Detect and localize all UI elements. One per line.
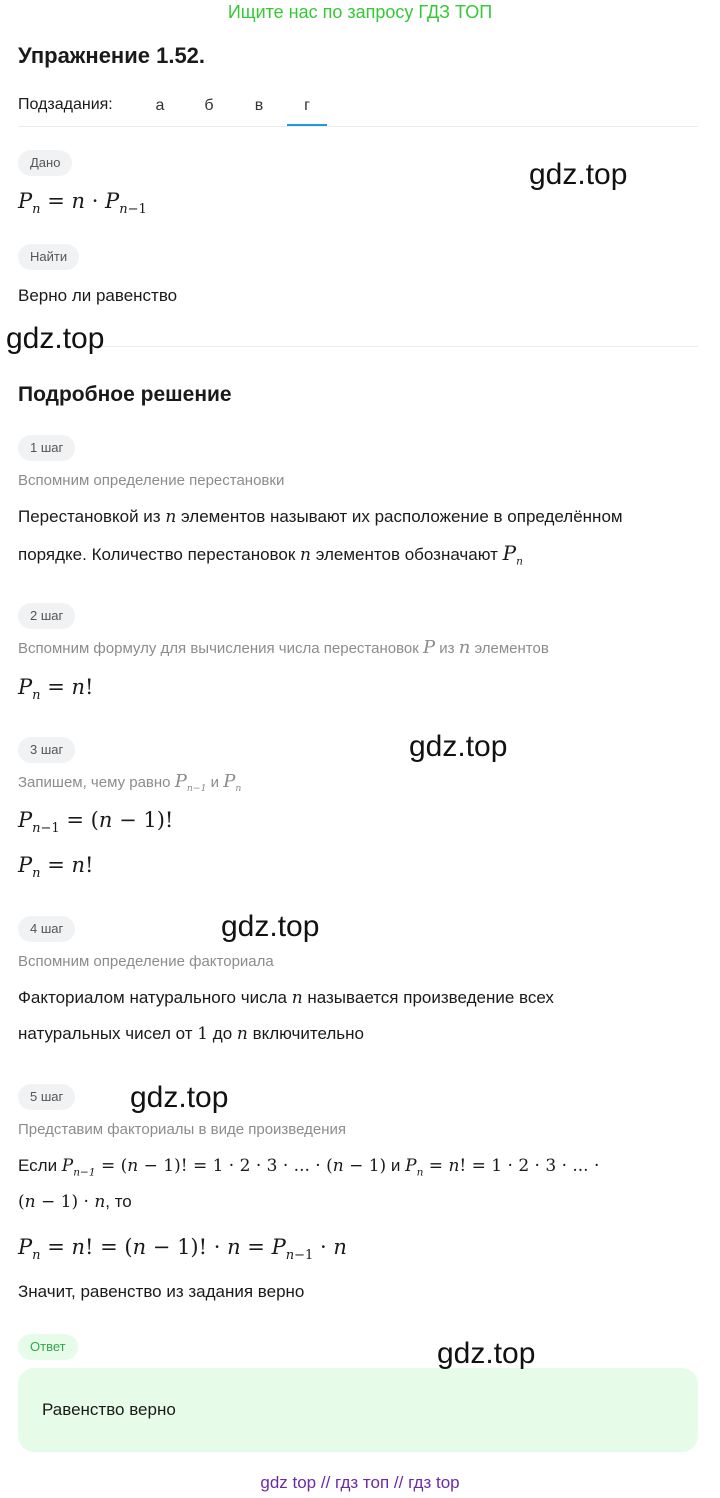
step-1-badge: 1 шаг [18, 435, 75, 461]
subtasks-label: Подзадания: [18, 96, 113, 113]
footer-link-gdz-top-ru[interactable]: гдз топ [335, 1473, 390, 1492]
tab-subtask-g[interactable]: г [287, 88, 327, 126]
step-5-badge: 5 шаг [18, 1084, 75, 1110]
watermark: gdz.top [221, 910, 320, 943]
step-1-text-line-1: Перестановкой из n элементов называют их расположение в определённом [18, 507, 623, 527]
section-divider [18, 346, 698, 347]
footer-separator: // [320, 1473, 331, 1492]
tab-subtask-b[interactable]: б [204, 97, 214, 114]
step-5-text-line-2: (n − 1) · n, то [18, 1192, 132, 1212]
step-4-badge: 4 шаг [18, 916, 75, 942]
footer-links [0, 1472, 720, 1494]
solution-title: Подробное решение [18, 383, 232, 406]
answer-text: Равенство верно [42, 1400, 176, 1419]
answer-box [18, 1368, 698, 1452]
tab-subtask-v[interactable]: в [254, 97, 264, 114]
step-5-formula: $P_n = n$! = (n − 1)! · $n = P_{n-1} \cdot n$ [18, 1235, 347, 1264]
watermark: gdz.top [437, 1337, 536, 1370]
step-3-formula-2: $P_n = n$! [18, 853, 94, 882]
given-formula: $P_n = n \cdot P_{n-1}$ [18, 189, 147, 218]
step-5-conclusion: Значит, равенство из задания верно [18, 1282, 305, 1301]
step-5-hint: Представим факториалы в виде произведения [18, 1121, 346, 1138]
step-4-text-line-1: Факториалом натурального числа n называется произведение всех [18, 988, 554, 1008]
footer-separator: // [393, 1473, 404, 1492]
find-badge: Найти [18, 244, 79, 270]
answer-badge: Ответ [18, 1334, 78, 1360]
tab-subtask-a[interactable]: а [155, 97, 165, 114]
step-1-text-line-2: порядке. Количество перестановок n элементов обозначают $P_n$ [18, 541, 523, 568]
step-3-badge: 3 шаг [18, 737, 75, 763]
footer-link-gdz-top-mixed[interactable]: гдз top [408, 1473, 460, 1492]
watermark: gdz.top [409, 730, 508, 763]
step-2-hint: Вспомним формулу для вычисления числа перестановок P из n элементов [18, 637, 549, 658]
step-2-formula: $P_n = n$! [18, 675, 94, 704]
step-2-badge: 2 шаг [18, 603, 75, 629]
step-5-text-line-1: Если $P_{n-1} = (n - 1)$! = 1 · 2 · 3 · ... · (n − 1) и $P_n = n$! = 1 · 2 · 3 · ... · [18, 1156, 600, 1179]
subtask-tabs [18, 88, 698, 127]
find-text: Верно ли равенство [18, 286, 178, 305]
step-4-text-line-2: натуральных чисел от 1 до n включительно [18, 1024, 364, 1044]
watermark: gdz.top [6, 322, 105, 355]
page-title: Упражнение 1.52. [18, 43, 206, 68]
step-1-hint: Вспомним определение перестановки [18, 472, 285, 489]
step-3-formula-1: $P_{n-1} = (n - 1)$! [18, 808, 174, 837]
footer-link-gdz-top[interactable]: gdz top [260, 1473, 317, 1492]
search-promo-banner: Ищите нас по запросу ГДЗ ТОП [227, 2, 493, 22]
step-3-hint: Запишем, чему равно $P_{n-1}$ и $P_n$ [18, 771, 242, 794]
watermark: gdz.top [529, 158, 628, 191]
watermark: gdz.top [130, 1081, 229, 1114]
given-badge: Дано [18, 150, 72, 176]
step-4-hint: Вспомним определение факториала [18, 953, 274, 970]
